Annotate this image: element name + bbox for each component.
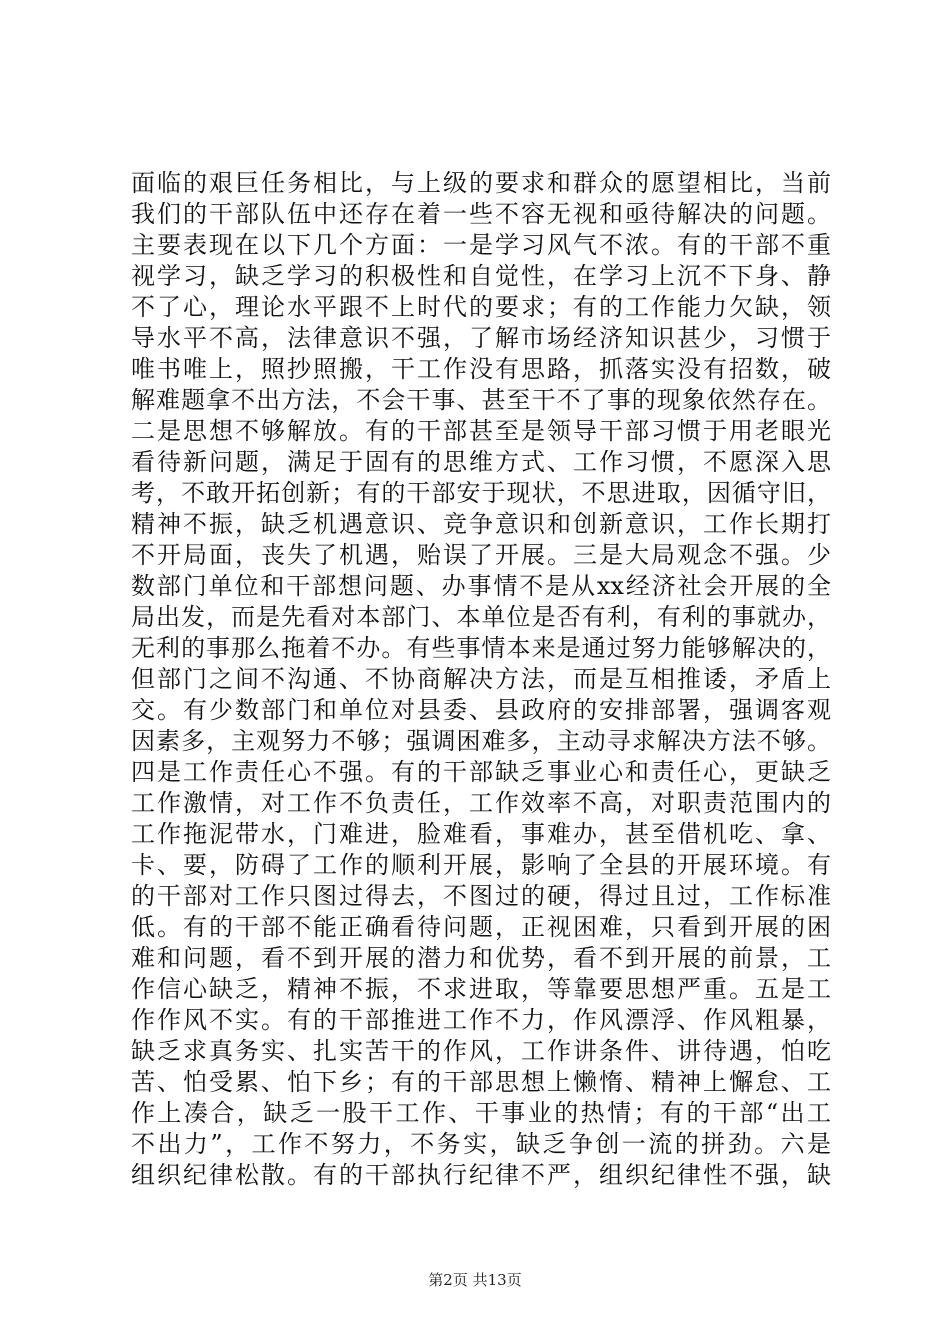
text-line: 唯书唯上，照抄照搬，干工作没有思路，抓落实没有招数，破 <box>131 355 831 383</box>
text-line: 卡、要，防碍了工作的顺利开展，影响了全县的开展环境。有 <box>131 851 831 879</box>
text-line: 我们的干部队伍中还存在着一些不容无视和亟待解决的问题。 <box>131 200 831 228</box>
text-line: 工作激情，对工作不负责任，工作效率不高，对职责范围内的 <box>131 789 831 817</box>
body-paragraph <box>131 168 831 1191</box>
text-line: 不出力”，工作不努力，不务实，缺乏争创一流的拼劲。六是 <box>131 1130 831 1158</box>
text-line: 主要表现在以下几个方面：一是学习风气不浓。有的干部不重 <box>131 231 831 259</box>
text-line: 局出发，而是先看对本部门、本单位是否有利，有利的事就办， <box>131 603 831 631</box>
text-line: 工作拖泥带水，门难进，脸难看，事难办，甚至借机吃、拿、 <box>131 820 831 848</box>
text-line: 不开局面，丧失了机遇，贻误了开展。三是大局观念不强。少 <box>131 541 831 569</box>
text-line: 导水平不高，法律意识不强，了解市场经济知识甚少，习惯于 <box>131 324 831 352</box>
text-line: 组织纪律松散。有的干部执行纪律不严，组织纪律性不强，缺 <box>131 1161 831 1189</box>
text-line: 四是工作责任心不强。有的干部缺乏事业心和责任心，更缺乏 <box>131 758 831 786</box>
text-line: 视学习，缺乏学习的积极性和自觉性，在学习上沉不下身、静 <box>131 262 831 290</box>
text-line: 精神不振，缺乏机遇意识、竞争意识和创新意识，工作长期打 <box>131 510 831 538</box>
text-line: 难和问题，看不到开展的潜力和优势，看不到开展的前景，工 <box>131 944 831 972</box>
text-line: 作上凑合，缺乏一股干工作、干事业的热情；有的干部“出工 <box>131 1099 831 1127</box>
text-line: 但部门之间不沟通、不协商解决方法，而是互相推诿，矛盾上 <box>131 665 831 693</box>
text-line: 缺乏求真务实、扎实苦干的作风，工作讲条件、讲待遇，怕吃 <box>131 1037 831 1065</box>
text-line: 作作风不实。有的干部推进工作不力，作风漂浮、作风粗暴， <box>131 1006 831 1034</box>
text-line: 苦、怕受累、怕下乡；有的干部思想上懒惰、精神上懈怠、工 <box>131 1068 831 1096</box>
text-line: 无利的事那么拖着不办。有些事情本来是通过努力能够解决的， <box>131 634 831 662</box>
text-line: 解难题拿不出方法，不会干事、甚至干不了事的现象依然存在。 <box>131 386 831 414</box>
text-line: 作信心缺乏，精神不振，不求进取，等靠要思想严重。五是工 <box>131 975 831 1003</box>
page-footer: 第2页 共13页 <box>428 1271 522 1289</box>
text-line: 的干部对工作只图过得去，不图过的硬，得过且过，工作标准 <box>131 882 831 910</box>
text-line: 交。有少数部门和单位对县委、县政府的安排部署，强调客观 <box>131 696 831 724</box>
text-line: 看待新问题，满足于固有的思维方式、工作习惯，不愿深入思 <box>131 448 831 476</box>
text-line: 考，不敢开拓创新；有的干部安于现状，不思进取，因循守旧， <box>131 479 831 507</box>
text-line: 数部门单位和干部想问题、办事情不是从xx经济社会开展的全 <box>131 572 831 600</box>
text-line: 低。有的干部不能正确看待问题，正视困难，只看到开展的困 <box>131 913 831 941</box>
text-line: 二是思想不够解放。有的干部甚至是领导干部习惯于用老眼光 <box>131 417 831 445</box>
text-line: 面临的艰巨任务相比，与上级的要求和群众的愿望相比，当前 <box>131 169 831 197</box>
text-line: 不了心，理论水平跟不上时代的要求；有的工作能力欠缺，领 <box>131 293 831 321</box>
text-line: 因素多，主观努力不够；强调困难多，主动寻求解决方法不够。 <box>131 727 831 755</box>
